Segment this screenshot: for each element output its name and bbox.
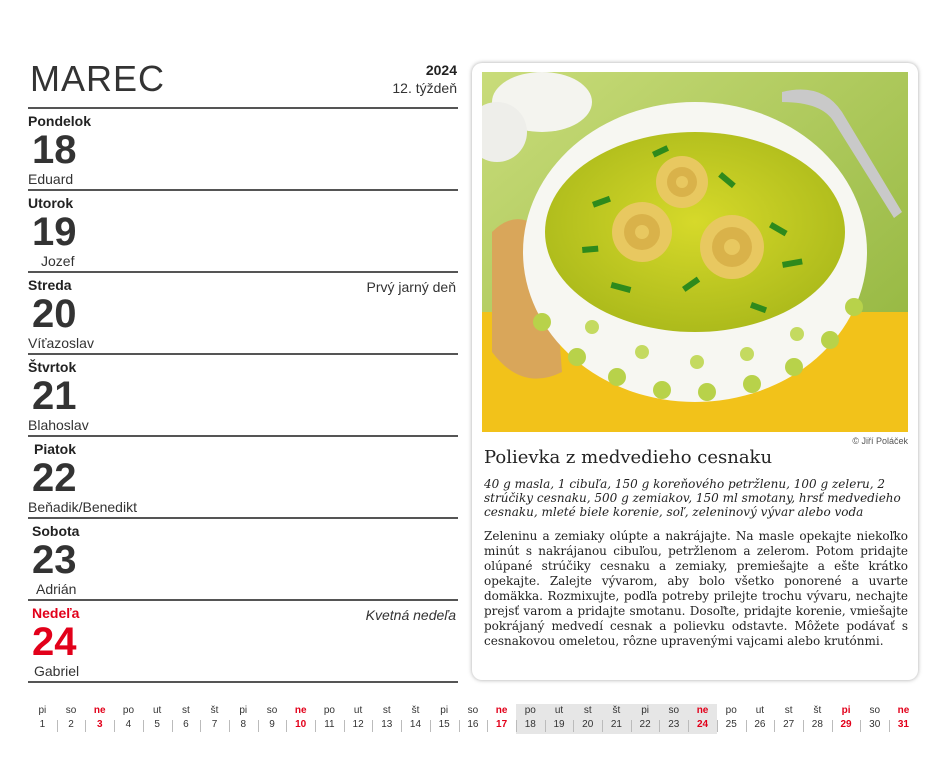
mini-calendar-day [143,704,172,734]
mini-day-abbr: pi [239,705,248,716]
mini-calendar-day [200,704,229,734]
mini-day-number: 31 [897,719,909,730]
day-number: 24 [32,620,77,664]
mini-calendar-day [889,704,918,734]
mini-day-number: 9 [269,719,275,730]
mini-day-number: 15 [438,719,450,730]
mini-day-abbr: ne [294,705,307,716]
mini-day-abbr: ut [755,705,765,716]
mini-day-abbr: st [784,705,793,716]
mini-calendar-day [860,704,889,734]
day-name: Pondelok [28,113,92,129]
mini-day-number: 29 [840,719,852,730]
mini-day-abbr: pi [641,705,650,716]
mini-calendar-day [344,704,373,734]
mini-calendar-day [659,704,688,734]
mini-day-abbr: št [411,705,420,716]
mini-day-abbr: so [65,705,77,716]
mini-day-abbr: po [725,705,737,716]
mini-calendar-day [516,704,545,734]
recipe-card [472,63,918,680]
nameday: Gabriel [34,663,80,679]
week-label: 12. týždeň [392,80,457,96]
day-note: Kvetná nedeľa [365,607,456,623]
mini-day-abbr: pi [841,705,851,716]
mini-calendar-day [573,704,602,734]
mini-day-abbr: so [668,705,680,716]
nameday: Víťazoslav [28,335,94,351]
mini-month-calendar [28,704,918,734]
mini-day-number: 6 [183,719,189,730]
mini-day-number: 2 [68,719,74,730]
mini-calendar-day [315,704,344,734]
mini-day-number: 25 [725,719,737,730]
day-row-saturday [28,517,458,599]
mini-calendar-day [746,704,775,734]
day-number: 20 [32,292,77,336]
nameday: Blahoslav [28,417,89,433]
recipe-steps: Zeleninu a zemiaky olúpte a nakrájajte. Na masle opekajte niekoľko minút s nakrájanou cibuľou, petržlenom a zelerom. Potom pridajte olúpané strúčiky cesnaku a zemiaky, premiešajte a ešte krátko opekajte. Zalejte vývarom, aby bolo všetko ponorené a uvarte domäkka. Rozmixujte, podľa potreby prilejte trochu vývaru, nechajte prejsť varom a pridajte smotanu. Dosoľte, pridajte korenie, vmiešajte pokrájaný medvedí cesnak a polievku odstavte. Môžete podávať s cesnakovou omeletou, rôzne upravenými vajcami alebo krutónmi. [484,529,908,648]
mini-day-number: 30 [869,719,881,730]
nameday: Jozef [41,253,75,269]
mini-day-abbr: pi [440,705,449,716]
mini-day-number: 16 [467,719,479,730]
mini-calendar-day [229,704,258,734]
mini-day-number: 1 [39,719,46,730]
mini-calendar-day [57,704,86,734]
mini-day-abbr: ut [554,705,564,716]
day-row-monday [28,107,458,189]
mini-day-abbr: po [122,705,135,716]
year-label: 2024 [425,62,457,78]
mini-day-number: 19 [553,719,565,730]
mini-day-abbr: ut [353,705,363,716]
day-number: 23 [32,538,77,582]
day-note: Prvý jarný deň [366,279,456,295]
day-name: Utorok [28,195,74,211]
mini-day-abbr: ne [696,705,709,716]
mini-calendar-day [114,704,143,734]
day-row-friday [28,435,458,517]
mini-day-number: 20 [582,719,594,730]
mini-calendar-day [258,704,287,734]
mini-day-abbr: po [524,705,536,716]
mini-day-number: 10 [295,719,307,730]
mini-day-number: 17 [496,719,508,730]
mini-day-number: 7 [211,719,218,730]
day-number: 21 [32,374,77,418]
mini-calendar-day [85,704,114,734]
day-name: Streda [28,277,72,293]
mini-day-number: 27 [783,719,795,730]
mini-day-abbr: so [266,705,278,716]
mini-day-abbr: po [323,705,335,716]
day-number: 18 [32,128,77,172]
mini-day-abbr: št [813,705,822,716]
recipe-ingredients: 40 g masla, 1 cibuľa, 150 g koreňového petržlenu, 100 g zeleru, 2 strúčiky cesnaku, 500 g zemiakov, 150 ml smotany, hrsť medvedieho cesnaku, mleté biele korenie, soľ, zeleninový vývar alebo voda [484,477,901,519]
mini-day-abbr: so [869,705,881,716]
nameday: Beňadik/Benedikt [28,499,137,515]
mini-day-abbr: so [467,705,479,716]
mini-day-number: 26 [754,719,766,730]
mini-calendar-day [172,704,201,734]
mini-calendar-day [717,704,746,734]
nameday: Adrián [36,581,77,597]
mini-day-number: 18 [524,719,536,730]
mini-calendar-day [459,704,488,734]
mini-day-number: 8 [240,719,247,730]
day-name: Štvrtok [28,359,77,375]
mini-day-abbr: št [612,705,621,716]
mini-calendar-day [401,704,430,734]
mini-day-number: 11 [324,719,335,730]
mini-calendar-day [602,704,631,734]
mini-calendar-day [372,704,401,734]
day-row-tuesday [28,189,458,271]
mini-day-abbr: št [210,705,219,716]
mini-day-number: 3 [96,719,103,730]
mini-day-abbr: ne [93,705,106,716]
soup-bowl-image [482,72,908,432]
day-name: Sobota [32,523,80,539]
mini-calendar-day [688,704,717,734]
mini-day-number: 13 [381,719,393,730]
mini-calendar-day [28,704,57,734]
mini-day-abbr: st [382,705,391,716]
month-title: MAREC [30,58,166,99]
mini-day-abbr: ne [897,705,910,716]
nameday: Eduard [28,171,74,187]
recipe-title: Polievka z medvedieho cesnaku [484,447,773,468]
week-days [28,107,458,683]
mini-calendar-day [286,704,315,734]
day-row-thursday [28,353,458,435]
mini-calendar-day [803,704,832,734]
mini-calendar-day [631,704,660,734]
day-name: Nedeľa [32,605,80,621]
day-name: Piatok [34,441,77,457]
mini-day-number: 21 [610,719,622,730]
soup-photo [482,72,908,432]
mini-day-number: 22 [639,719,651,730]
mini-calendar-day [545,704,574,734]
mini-day-abbr: st [181,705,190,716]
photo-credit: © Jiří Poláček [852,436,908,446]
day-row-wednesday [28,271,458,353]
mini-calendar-day [487,704,516,734]
day-number: 22 [32,456,77,500]
mini-day-number: 28 [811,719,823,730]
mini-calendar-day [774,704,803,734]
mini-day-number: 14 [409,719,422,730]
mini-day-number: 4 [125,719,132,730]
mini-calendar-day [430,704,459,734]
mini-day-abbr: pi [38,705,47,716]
mini-day-abbr: ut [152,705,162,716]
mini-day-abbr: ne [495,705,508,716]
day-number: 19 [32,210,77,254]
mini-day-number: 24 [696,719,709,730]
mini-day-number: 12 [352,719,364,730]
mini-day-number: 5 [154,719,160,730]
day-row-sunday [28,599,458,683]
mini-day-abbr: st [583,705,592,716]
mini-calendar-day [832,704,861,734]
mini-day-number: 23 [668,719,680,730]
